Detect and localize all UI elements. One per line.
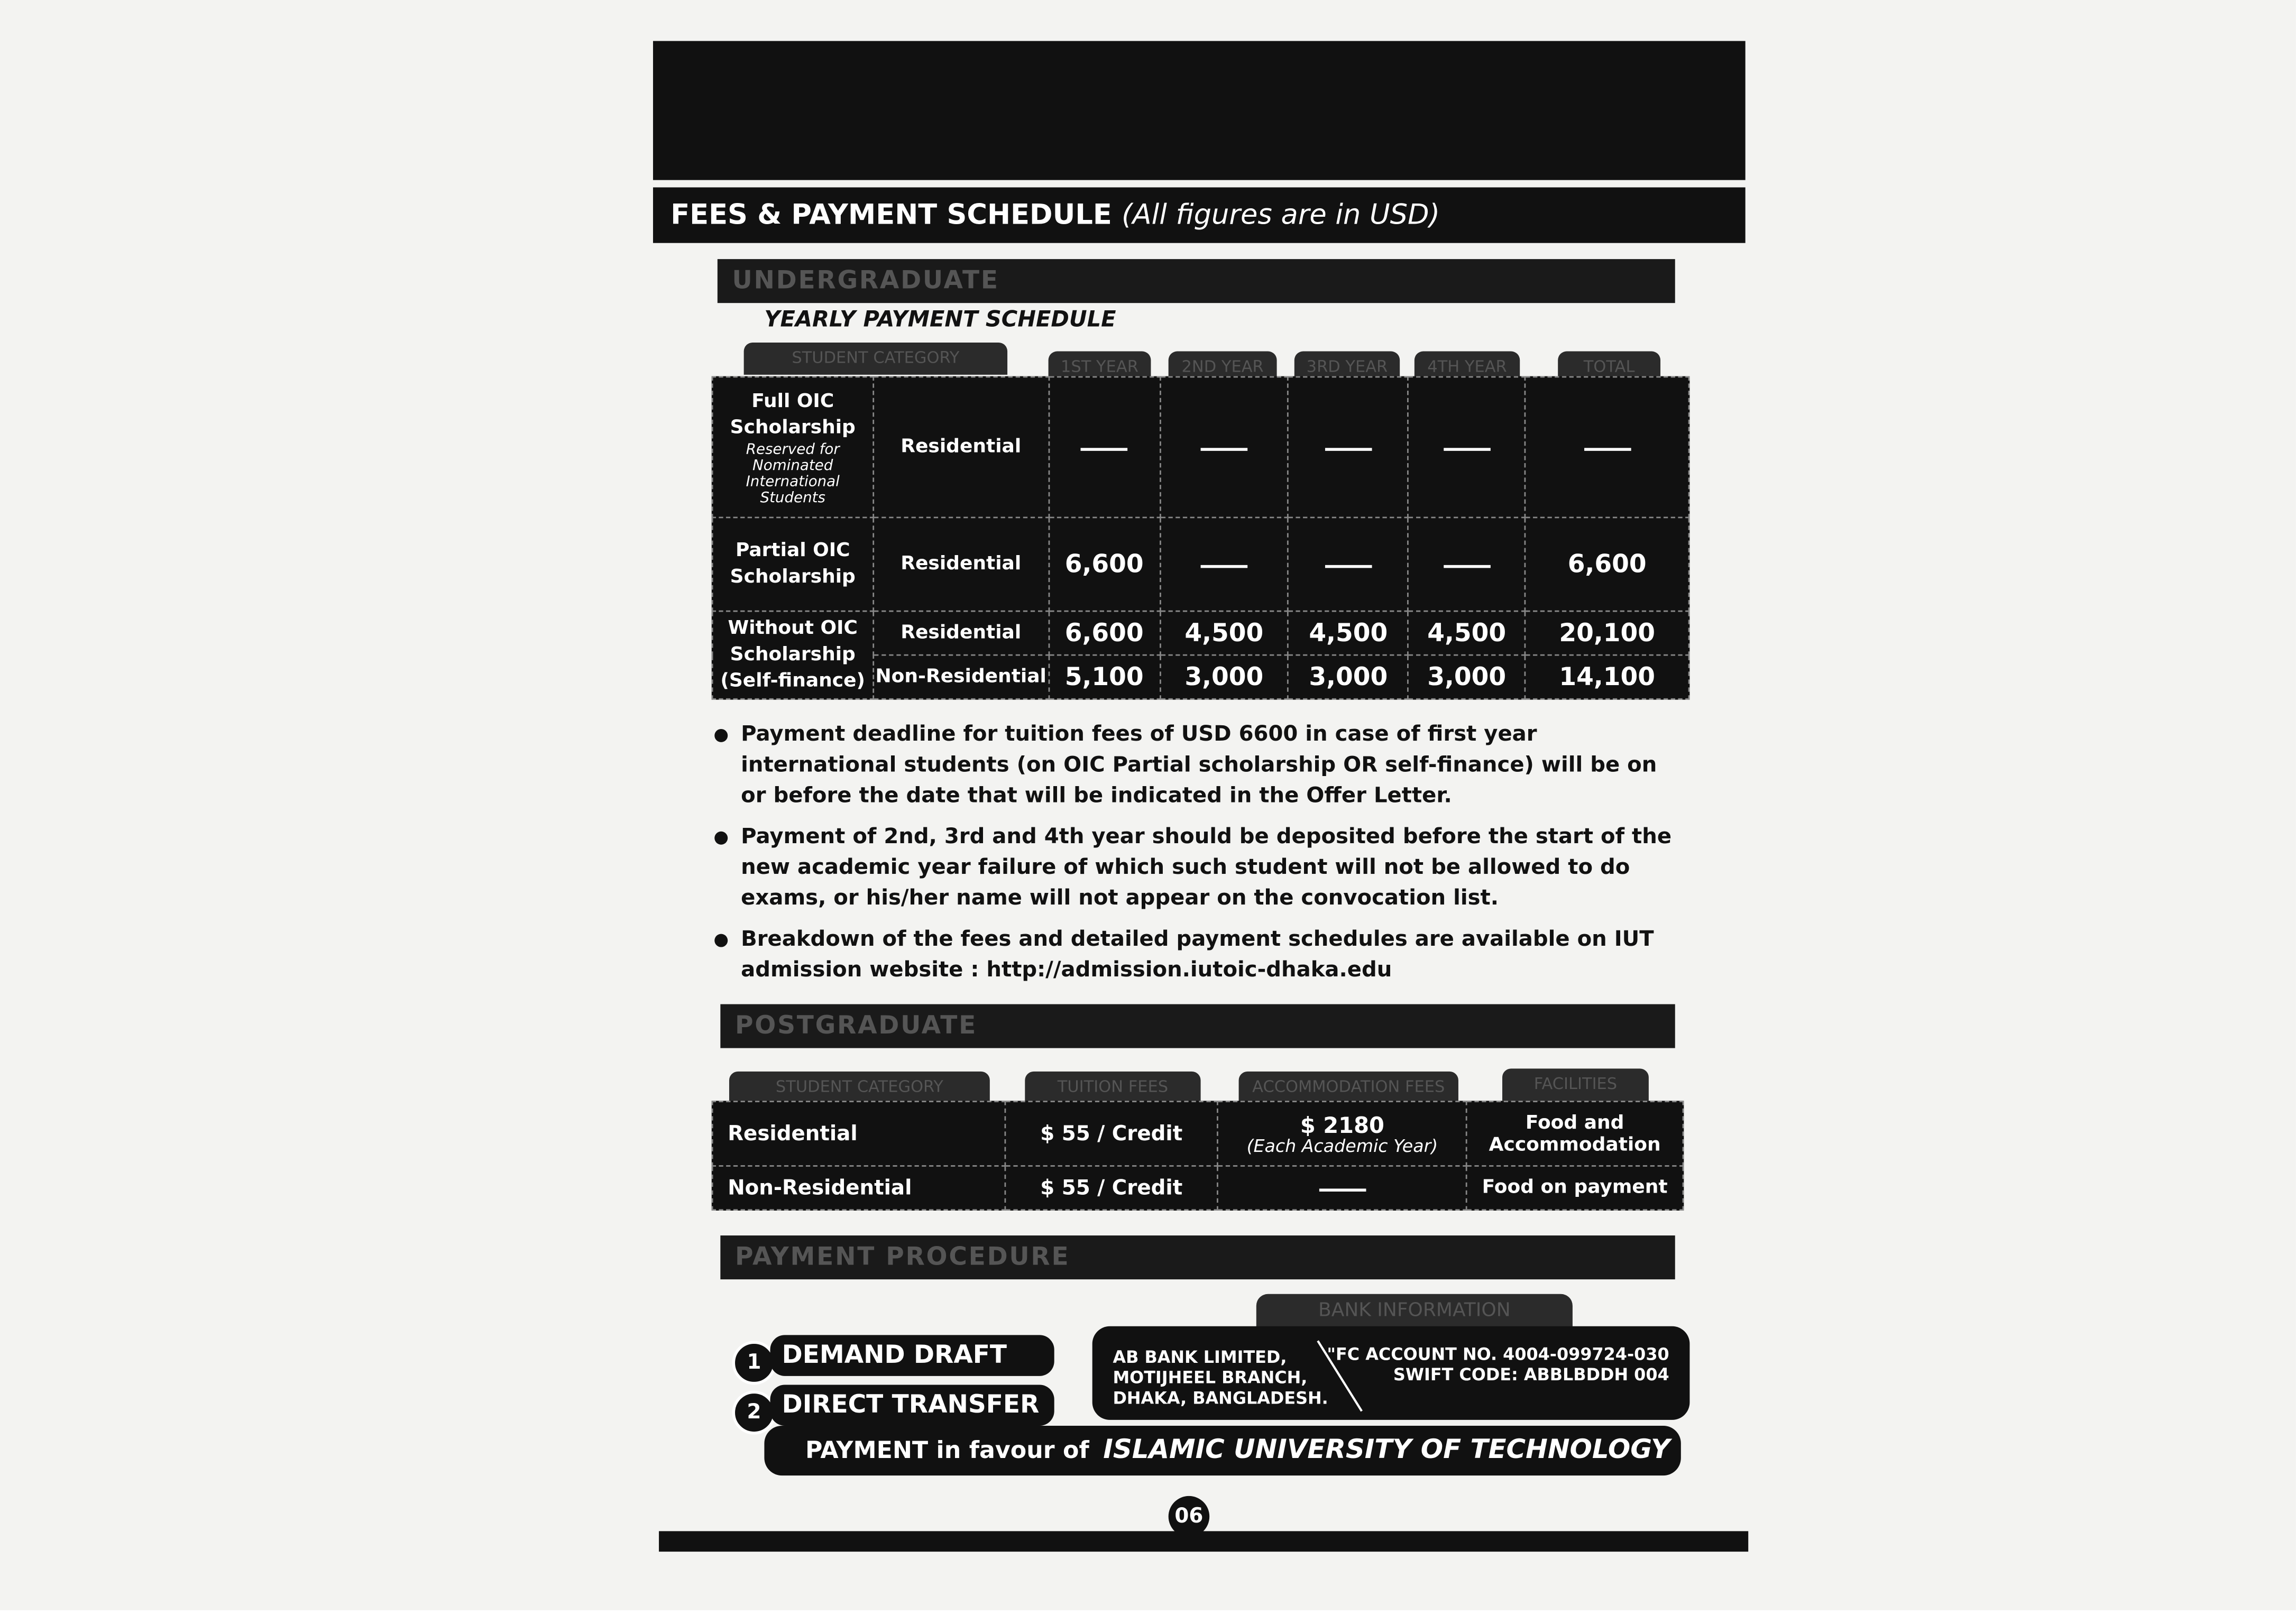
postgraduate-label: POSTGRADUATE	[735, 1011, 978, 1041]
dash-mark	[1081, 447, 1128, 450]
column-header-year-2: 2ND YEAR	[1169, 352, 1277, 384]
facilities-cell: Food on payment	[1466, 1166, 1683, 1210]
accommodation-fee: $ 2180	[1300, 1112, 1384, 1139]
fee-cell: 20,100	[1525, 611, 1689, 655]
university-name: ISLAMIC UNIVERSITY OF TECHNOLOGY	[1103, 1434, 1670, 1465]
bank-address-line: DHAKA, BANGLADESH.	[1113, 1388, 1328, 1408]
payment-procedure-section-bar	[720, 1235, 1675, 1279]
mode-cell: Residential	[873, 377, 1049, 518]
fee-cell	[1160, 518, 1288, 611]
tuition-cell: $ 55 / Credit	[1005, 1166, 1218, 1210]
bank-information-tab: BANK INFORMATION	[1256, 1294, 1573, 1329]
dash-mark	[1443, 564, 1490, 567]
category-cell: Without OIC Scholarship (Self-finance)	[712, 611, 873, 699]
mode-cell: Residential	[873, 518, 1049, 611]
category-label: Full OIC Scholarship	[730, 390, 856, 439]
fee-cell	[1288, 518, 1408, 611]
category-cell: Partial OIC Scholarship	[712, 518, 873, 611]
demand-draft-label: DEMAND DRAFT	[770, 1335, 1054, 1376]
column-header-student-category: STUDENT CATEGORY	[729, 1072, 990, 1104]
accommodation-note: (Each Academic Year)	[1246, 1136, 1438, 1157]
top-black-banner	[653, 41, 1746, 180]
fee-cell: 4,500	[1288, 611, 1408, 655]
fee-cell	[1525, 377, 1689, 518]
mode-cell: Non-Residential	[873, 655, 1049, 699]
category-cell: Non-Residential	[712, 1166, 1005, 1210]
facilities-cell: Food and Accommodation	[1466, 1102, 1683, 1166]
fee-cell	[1288, 377, 1408, 518]
payment-notes-list	[712, 720, 1678, 996]
bank-address-line: MOTIJHEEL BRANCH,	[1113, 1367, 1308, 1388]
accommodation-cell	[1218, 1166, 1467, 1210]
bank-address-line: AB BANK LIMITED,	[1113, 1346, 1287, 1368]
account-number: "FC ACCOUNT NO. 4004-099724-030	[1327, 1343, 1669, 1364]
fee-cell: 3,000	[1160, 655, 1288, 699]
fee-cell: 6,600	[1049, 518, 1160, 611]
table-row	[712, 518, 1689, 611]
step-number-badge: 2	[732, 1391, 776, 1435]
table-row	[712, 377, 1689, 518]
column-header-tuition-fees: TUITION FEES	[1025, 1072, 1200, 1104]
column-header-year-1: 1ST YEAR	[1049, 352, 1151, 384]
swift-code: SWIFT CODE: ABBLBDDH 004	[1393, 1364, 1669, 1385]
undergraduate-fees-table	[712, 376, 1690, 700]
dash-mark	[1201, 447, 1248, 450]
page-number-badge: 06	[1169, 1496, 1210, 1537]
column-header-accommodation-fees: ACCOMMODATION FEES	[1239, 1072, 1458, 1104]
bank-account-details	[1327, 1344, 1669, 1385]
undergraduate-section-bar	[718, 259, 1675, 303]
fee-cell	[1049, 377, 1160, 518]
fee-cell	[1408, 518, 1525, 611]
fee-cell: 5,100	[1049, 655, 1160, 699]
mode-cell: Residential	[873, 611, 1049, 655]
currency-note: (All figures are in USD)	[1122, 199, 1440, 232]
column-header-total: TOTAL	[1558, 352, 1660, 384]
list-item: Breakdown of the fees and detailed payment schedules are available on IUT admission website : http://admission.iutoic-dhaka.edu	[712, 925, 1678, 986]
page-title: FEES & PAYMENT SCHEDULE	[671, 199, 1112, 232]
fee-cell: 4,500	[1408, 611, 1525, 655]
dash-mark	[1443, 447, 1490, 450]
fee-cell: 14,100	[1525, 655, 1689, 699]
dash-mark	[1201, 564, 1248, 567]
list-item: Payment deadline for tuition fees of USD 6600 in case of first year international students (on OIC Partial scholarship OR self-finance) will be on or before the date that will be indicated in the Offer Letter.	[712, 720, 1678, 812]
bank-information-box	[1092, 1326, 1690, 1420]
table-row	[712, 611, 1689, 655]
dash-mark	[1319, 1188, 1366, 1191]
undergraduate-label: UNDERGRADUATE	[732, 266, 999, 296]
dash-mark	[1325, 447, 1372, 450]
category-note: Reserved for Nominated International Students	[746, 441, 840, 506]
category-cell	[712, 377, 873, 518]
accommodation-cell	[1218, 1102, 1467, 1166]
fees-title-bar	[653, 187, 1746, 243]
table-row	[712, 1166, 1683, 1210]
favour-prefix: PAYMENT in favour of	[805, 1436, 1089, 1464]
fee-cell	[1160, 377, 1288, 518]
postgraduate-fees-table	[712, 1101, 1684, 1211]
column-header-year-4: 4TH YEAR	[1415, 352, 1520, 384]
tuition-cell: $ 55 / Credit	[1005, 1102, 1218, 1166]
step-number-badge: 1	[732, 1341, 776, 1385]
yearly-schedule-title: YEARLY PAYMENT SCHEDULE	[764, 306, 1116, 333]
category-cell: Residential	[712, 1102, 1005, 1166]
payment-favour-banner	[764, 1426, 1680, 1475]
fee-cell: 4,500	[1160, 611, 1288, 655]
dash-mark	[1325, 564, 1372, 567]
column-header-student-category: STUDENT CATEGORY	[744, 343, 1007, 375]
list-item: Payment of 2nd, 3rd and 4th year should be deposited before the start of the new academic year failure of which such student will not be allowed to do exams, or his/her name will not appear on the convocation list.	[712, 823, 1678, 915]
dash-mark	[1584, 447, 1631, 450]
column-header-facilities: FACILITIES	[1502, 1068, 1649, 1101]
fee-cell: 3,000	[1408, 655, 1525, 699]
direct-transfer-label: DIRECT TRANSFER	[770, 1385, 1054, 1426]
fee-cell: 3,000	[1288, 655, 1408, 699]
postgraduate-section-bar	[720, 1004, 1675, 1048]
footer-bar	[659, 1531, 1748, 1552]
fee-cell: 6,600	[1049, 611, 1160, 655]
payment-procedure-label: PAYMENT PROCEDURE	[735, 1242, 1070, 1272]
table-row	[712, 1102, 1683, 1166]
fee-cell	[1408, 377, 1525, 518]
fee-cell: 6,600	[1525, 518, 1689, 611]
bank-address	[1113, 1346, 1328, 1408]
column-header-year-3: 3RD YEAR	[1294, 352, 1400, 384]
